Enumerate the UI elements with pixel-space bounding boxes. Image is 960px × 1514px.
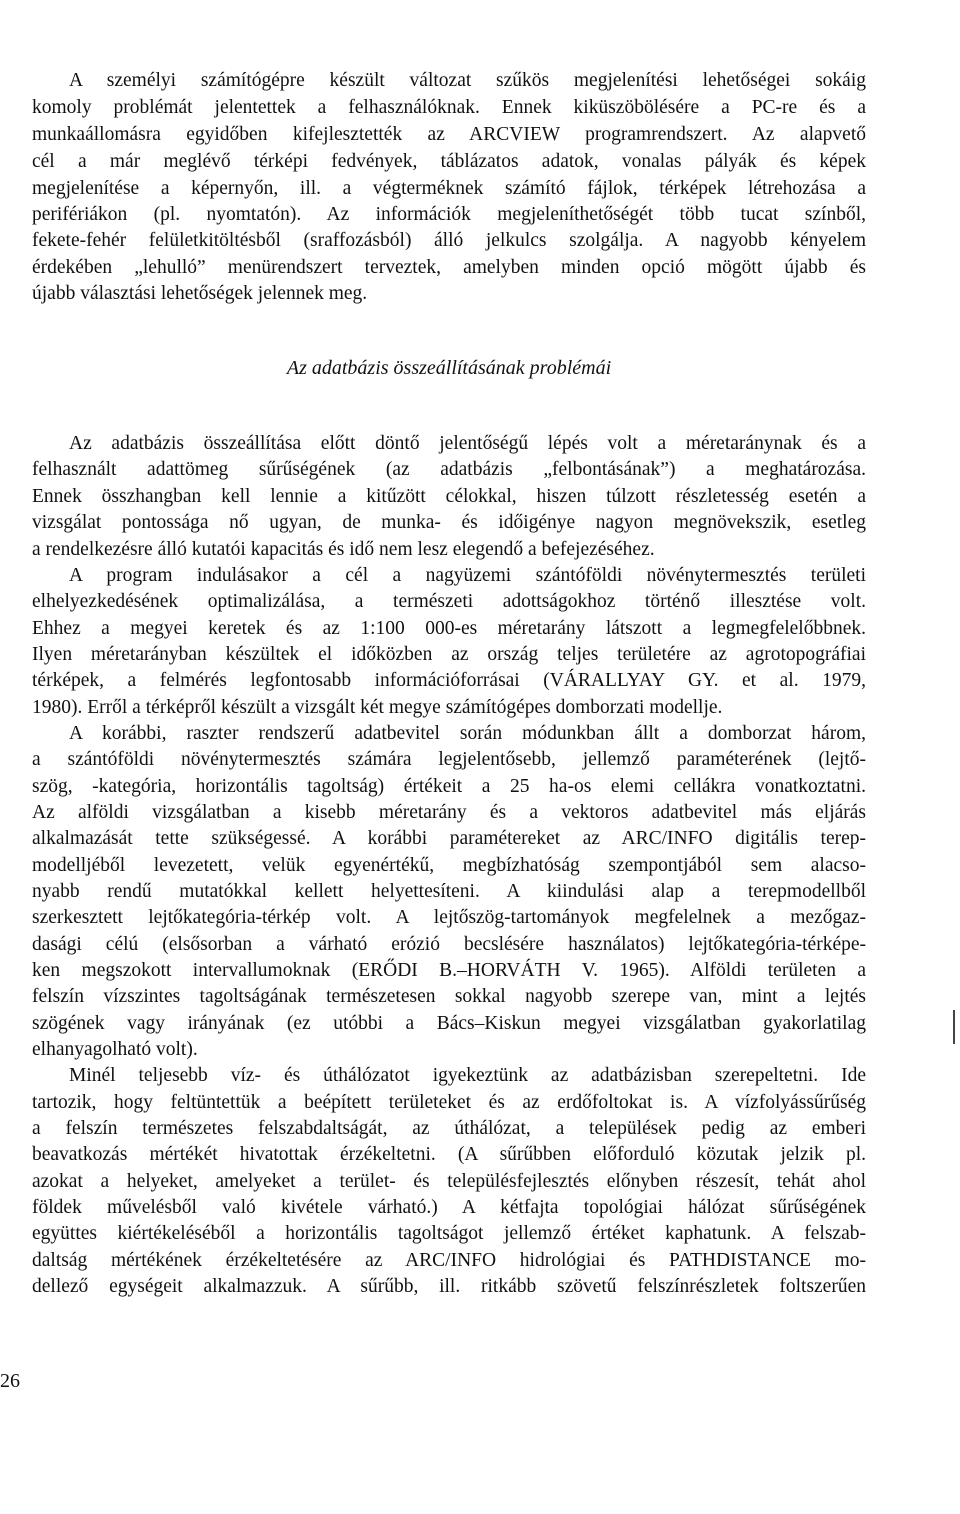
text-line: alkalmazását tette szükségessé. A korábbi paramétereket az ARC/INFO digitális terep- [32, 828, 866, 849]
text-line: munkaállomásra egyidőben kifejlesztették az ARCVIEW programrendszert. Az alapvető [32, 124, 866, 145]
text-line: a felszín természetes felszabdaltságát, az úthálózat, a települések pedig az emberi [32, 1118, 866, 1139]
text-line: nyabb rendű mutatókkal kellett helyettesíteni. A kiindulási alap a terepmodellből [32, 881, 866, 902]
text-line: térképek, a felmérés legfontosabb információforrásai (VÁRALLYAY GY. et al. 1979, [32, 670, 866, 691]
text-line: Minél teljesebb víz- és úthálózatot igyekeztünk az adatbázisban szerepeltetni. Ide [69, 1065, 866, 1086]
text-line: felszín vízszintes tagoltságának természetesen sokkal nagyobb szerepe van, mint a lejtés [32, 986, 866, 1007]
text-line: elhanyagolható volt). [32, 1039, 198, 1060]
text-line: komoly problémát jelentettek a felhasználóknak. Ennek kiküszöbölésére a PC-re és a [32, 97, 866, 118]
text-line: szögének vagy irányának (ez utóbbi a Bács–Kiskun megyei vizsgálatban gyakorlatilag [32, 1013, 866, 1034]
text-line: Az adatbázis összeállítása előtt döntő jelentőségű lépés volt a méretaránynak és a [69, 433, 866, 454]
text-line: cél a már meglévő térképi fedvények, táblázatos adatok, vonalas pályák és képek [32, 151, 866, 172]
text-line: ken megszokott intervallumoknak (ERŐDI B.–HORVÁTH V. 1965). Alföldi területen a [32, 960, 866, 981]
text-line: perifériákon (pl. nyomtatón). Az információk megjeleníthetőségét több tucat színből, [32, 204, 866, 225]
text-line: szög, -kategória, horizontális tagoltság) értékeit a 25 ha-os elemi cellákra vonatkoztatni. [32, 776, 866, 797]
text-line: megjelenítése a képernyőn, ill. a végterméknek számító fájlok, térképek létrehozása a [32, 178, 866, 199]
text-line: érdekében „lehulló” menürendszert terveztek, amelyben minden opció mögött újabb és [32, 257, 866, 278]
text-line: beavatkozás mértékét hivatottak érzékeltetni. (A sűrűbben előforduló közutak jelzik pl. [32, 1144, 866, 1165]
text-line: újabb választási lehetőségek jelennek meg. [32, 283, 368, 304]
text-line: vizsgálat pontossága nő ugyan, de munka- és időigénye nagyon megnövekszik, esetleg [32, 512, 866, 533]
text-line: Ilyen méretarányban készültek el időközben az ország teljes területére az agrotopográfiai [32, 644, 866, 665]
page-number: 26 [0, 1370, 20, 1392]
text-line: földek művelésből való kivétele várható.) A kétfajta topológiai hálózat sűrűségének [32, 1197, 866, 1218]
text-line: együttes kiértékeléséből a horizontális tagoltságot jellemző értéket kaphatunk. A felszab- [32, 1223, 866, 1244]
text-line: a szántóföldi növénytermesztés számára legjelentősebb, jellemző paraméterének (lejtő- [32, 749, 866, 770]
text-line: elhelyezkedésének optimalizálása, a természeti adottságokhoz történő illesztése volt. [32, 591, 866, 612]
text-line: dasági célú (elsősorban a várható erózió becslésére használatos) lejtőkategória-térképe- [32, 934, 866, 955]
text-line: A korábbi, raszter rendszerű adatbevitel során módunkban állt a domborzat három, [69, 723, 866, 744]
text-line: tartozik, hogy feltüntettük a beépített területeket és az erdőfoltokat is. A vízfolyássűrűség [32, 1092, 866, 1113]
text-line: Az alföldi vizsgálatban a kisebb méretarány és a vektoros adatbevitel más eljárás [32, 802, 866, 823]
text-line: A személyi számítógépre készült változat szűkös megjelenítési lehetőségei sokáig [69, 70, 866, 91]
text-line: dellező egységeit alkalmazzuk. A sűrűbb, ill. ritkább szövetű felszínrészletek foltszerűen [32, 1276, 866, 1297]
text-line: A program indulásakor a cél a nagyüzemi szántóföldi növénytermesztés területi [69, 565, 866, 586]
text-line: modelljéből levezetett, velük egyenértékű, megbízhatóság szempontjából sem alacso- [32, 855, 866, 876]
text-line: 1980). Erről a térképről készült a vizsgált két megye számítógépes domborzati modellje. [32, 697, 723, 718]
text-line: fekete-fehér felületkitöltésből (sraffozásból) álló jelkulcs szolgálja. A nagyobb kényelem [32, 230, 866, 251]
text-line: a rendelkezésre álló kutatói kapacitás és idő nem lesz elegendő a befejezéséhez. [32, 539, 655, 560]
text-line: daltság mértékének érzékeltetésére az ARC/INFO hidrológiai és PATHDISTANCE mo- [32, 1250, 866, 1271]
section-heading: Az adatbázis összeállításának problémái [286, 357, 612, 379]
text-line: szerkesztett lejtőkategória-térkép volt. A lejtőszög-tartományok megfelelnek a mezőgaz- [32, 907, 866, 928]
text-line: Ennek összhangban kell lennie a kitűzött célokkal, hiszen túlzott részletesség esetén a [32, 486, 866, 507]
margin-mark [953, 1010, 955, 1044]
text-line: felhasznált adattömeg sűrűségének (az adatbázis „felbontásának”) a meghatározása. [32, 459, 866, 480]
text-line: azokat a helyeket, amelyeket a terület- és településfejlesztés előnyben részesít, tehát ahol [32, 1171, 866, 1192]
text-line: Ehhez a megyei keretek és az 1:100 000-es méretarány látszott a legmegfelelőbbnek. [32, 618, 866, 639]
